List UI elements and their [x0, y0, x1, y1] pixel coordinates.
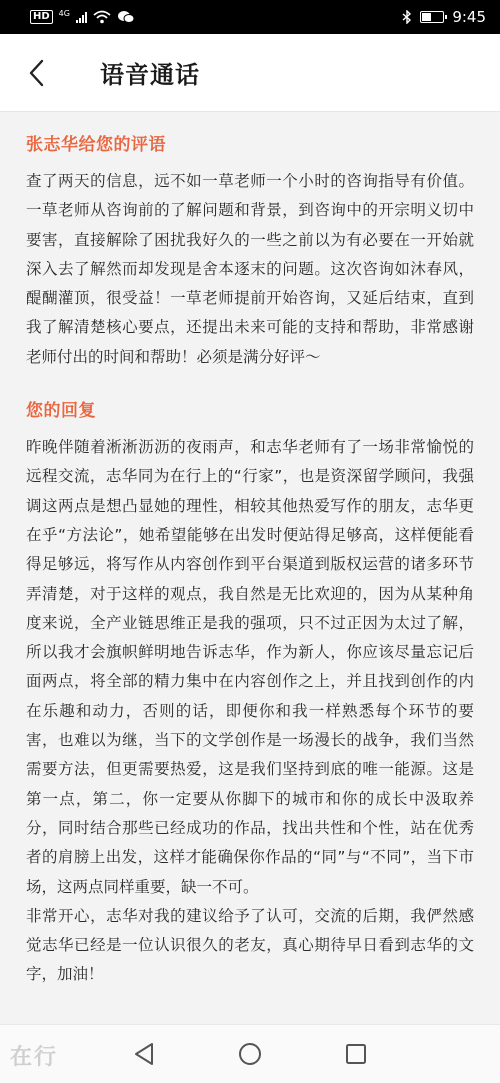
hd-badge: HD: [30, 10, 53, 24]
page-title: 语音通话: [100, 61, 200, 89]
nav-home-button[interactable]: [235, 1039, 265, 1069]
network-type: 4G: [58, 8, 70, 18]
comment-text: 查了两天的信息，远不如一草老师一个小时的咨询指导有价值。一草老师从咨询前的了解问题和背景，到咨询中的开宗明义切中要害，直接解除了困扰我好久的一些之前以为有必要在一开始就深入去了解然而却发现是舍本逐末的问题。这次咨询如沐春风，醍醐灌顶，很受益！一草老师提前开始咨询，又延后结束，直到我了解清楚核心要点，还提出未来可能的支持和帮助，非常感谢老师付出的时间和帮助！必须是满分好评～: [26, 172, 474, 366]
battery-icon: [420, 11, 444, 23]
system-nav-bar: [0, 1024, 500, 1083]
status-bar-right: [402, 8, 486, 26]
main-content[interactable]: [0, 112, 500, 1024]
bluetooth-icon: [402, 10, 412, 24]
reply-heading: 您的回复: [26, 401, 96, 422]
section-divider: [26, 372, 474, 392]
comment-heading: 张志华给您的评语: [26, 135, 166, 155]
home-circle-icon: [238, 1042, 262, 1066]
app-watermark: 在行: [10, 1045, 59, 1070]
status-bar-left: [30, 10, 135, 24]
nav-back-button[interactable]: [129, 1039, 159, 1069]
back-button[interactable]: [0, 34, 74, 112]
status-bar: [0, 0, 500, 34]
wechat-icon: [117, 10, 135, 24]
app-header: [0, 34, 500, 112]
nav-recents-button[interactable]: [341, 1039, 371, 1069]
status-time: 9:45: [452, 8, 486, 26]
reply-text: 昨晚伴随着淅淅沥沥的夜雨声，和志华老师有了一场非常愉悦的远程交流，志华同为在行上的“行家”，也是资深留学顾问，我强调这两点是想凸显她的理性，相较其他热爱写作的朋友，志华更在乎“方法论”，她希望能够在出发时便站得足够高，这样便能看得足够远，将写作从内容创作到平台渠道到版权运营的诸多环节弄清楚，对于这样的观点，我自然是无比欢迎的，因为从某种角度来说，全产业链思维正是我的强项，只不过正因为太过了解，所以我才会旗帜鲜明地告诉志华，作为新人，你应该尽量忘记后面两点，将全部的精力集中在内容创作之上，并且找到创作的内在乐趣和动力，否则的话，即便你和我一样熟悉每个环节的要害，也难以为继，当下的文学创作是一场漫长的战争，我们当然需要方法，但更需要热爱，这是我们坚持到底的唯一能源。这是第一点，第二，你一定要从你脚下的城市和你的成长中汲取养分，同时结合那些已经成功的作品，找出共性和个性，站在优秀者的肩膀上出发，这样才能确保你作品的“同”与“不同”，当下市场，这两点同样重要，缺一不可。 非常开心，志华对我的建议给予了认可，交流的后期，我俨然感觉志华已经是一位认识很久的老友，真心期待早日看到志华的文字，加油！: [26, 438, 474, 984]
signal-icon: [76, 11, 87, 23]
back-triangle-icon: [133, 1042, 155, 1066]
chevron-left-icon: [27, 58, 47, 88]
wifi-icon: [93, 10, 111, 24]
recents-square-icon: [345, 1043, 367, 1065]
